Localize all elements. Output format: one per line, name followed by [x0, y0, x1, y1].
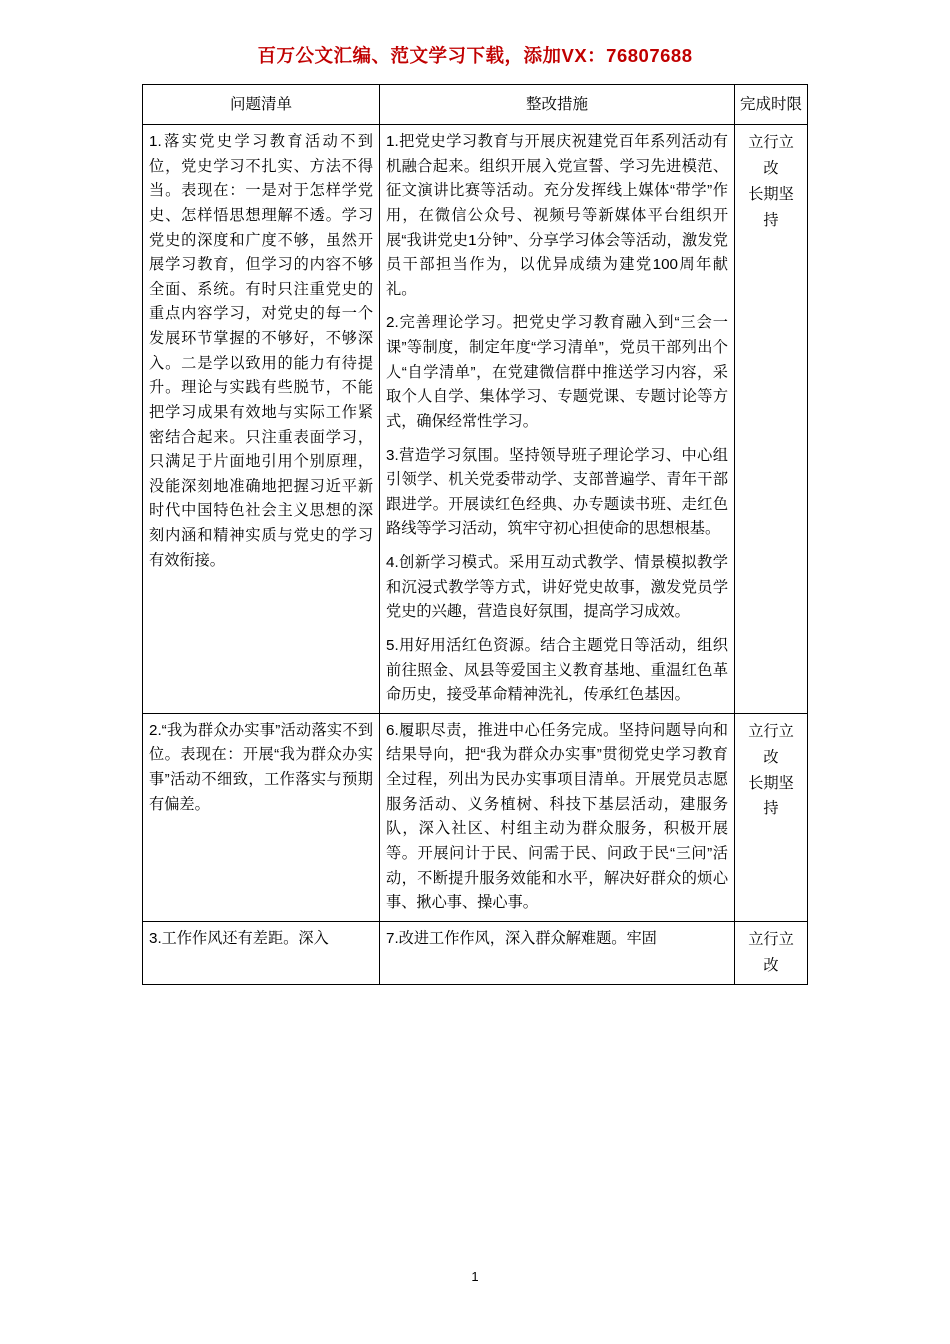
issue-cell	[143, 713, 380, 921]
page-number: 1	[471, 1269, 479, 1284]
column-header-deadline: 完成时限	[735, 85, 808, 125]
deadline-line: 立行立改	[748, 722, 794, 766]
promo-banner: 百万公文汇编、范文学习下载，添加VX：76807688	[257, 45, 693, 66]
measure-item: 3.营造学习氛围。坚持领导班子理论学习、中心组引领学、机关党委带动学、支部普遍学、青年干部跟进学。开展读红色经典、办专题读书班、走红色路线等学习活动，筑牢守初心担使命的思想根基。	[386, 446, 728, 538]
deadline-line: 立行立改	[748, 134, 794, 177]
column-header-issues: 问题清单	[143, 85, 380, 125]
column-header-measures: 整改措施	[380, 85, 735, 125]
measure-item: 2.完善理论学习。把党史学习教育融入到“三会一课”等制度，制定年度“学习清单”，党员干部列出个人“自学清单”，在党建微信群中推送学习内容，采取个人自学、集体学习、专题党课、专题讨论等方式，确保经常性学习。	[386, 314, 728, 430]
measure-item: 5.用好用活红色资源。结合主题党日等活动，组织前往照金、凤县等爱国主义教育基地、重温红色革命历史，接受革命精神洗礼，传承红色基因。	[386, 636, 728, 704]
rectification-table	[142, 84, 808, 985]
deadline-line: 长期坚持	[748, 774, 794, 818]
table-row	[143, 125, 808, 714]
table-header-row	[143, 85, 808, 125]
measures-cell	[380, 713, 735, 921]
measure-item: 6.履职尽责，推进中心任务完成。坚持问题导向和结果导向，把“我为群众办实事”贯彻党史学习教育全过程，列出为民办实事项目清单。开展党员志愿服务活动、义务植树、科技下基层活动，建服务队，深入社区、村组主动为群众服务，积极开展等。开展问计于民、问需于民、问政于民“三问”活动，不断提升服务效能和水平，解决好群众的烦心事、揪心事、操心事。	[386, 721, 728, 912]
deadline-cell	[735, 713, 808, 921]
deadline-cell	[735, 921, 808, 984]
table-row	[143, 713, 808, 921]
measure-item: 1.把党史学习教育与开展庆祝建党百年系列活动有机融合起来。组织开展入党宣誓、学习先进模范、征文演讲比赛等活动。充分发挥线上媒体“带学”作用，在微信公众号、视频号等新媒体平台组织开展“我讲党史1分钟”、分享学习体会等活动，激发党员干部担当作为，以优异成绩为建党100周年献礼。	[386, 133, 728, 298]
deadline-cell	[735, 125, 808, 714]
table-row	[143, 921, 808, 984]
measures-cell	[380, 125, 735, 714]
measure-item: 4.创新学习模式。采用互动式教学、情景模拟教学和沉浸式教学等方式，讲好党史故事，激发党员学党史的兴趣，营造良好氛围，提高学习成效。	[386, 554, 728, 621]
measure-item: 7.改进工作作风，深入群众解难题。牢固	[386, 929, 657, 947]
deadline-line: 立行立改	[748, 930, 794, 974]
issue-cell	[143, 125, 380, 714]
deadline-line: 长期坚持	[748, 185, 794, 229]
issue-cell	[143, 921, 380, 984]
issue-text: 2.“我为群众办实事”活动落实不到位。表现在：开展“我为群众办实事”活动不细致，工作落实与预期有偏差。	[149, 721, 373, 813]
issue-text: 3.工作作风还有差距。深入	[149, 929, 329, 947]
measures-cell	[380, 921, 735, 984]
issue-text: 1.落实党史学习教育活动不到位，党史学习不扎实、方法不得当。表现在：一是对于怎样学党史、怎样悟思想理解不透。学习党史的深度和广度不够，虽然开展学习教育，但学习的内容不够全面、系统。有时只注重党史的重点内容学习，对党史的每一个发展环节掌握的不够好，不够深入。二是学以致用的能力有待提升。理论与实践有些脱节，不能把学习成果有效地与实际工作紧密结合起来。只注重表面学习，只满足于片面地引用个别原理，没能深刻地准确地把握习近平新时代中国特色社会主义思想的深刻内涵和精神实质与党史的学习有效衔接。	[149, 133, 373, 569]
